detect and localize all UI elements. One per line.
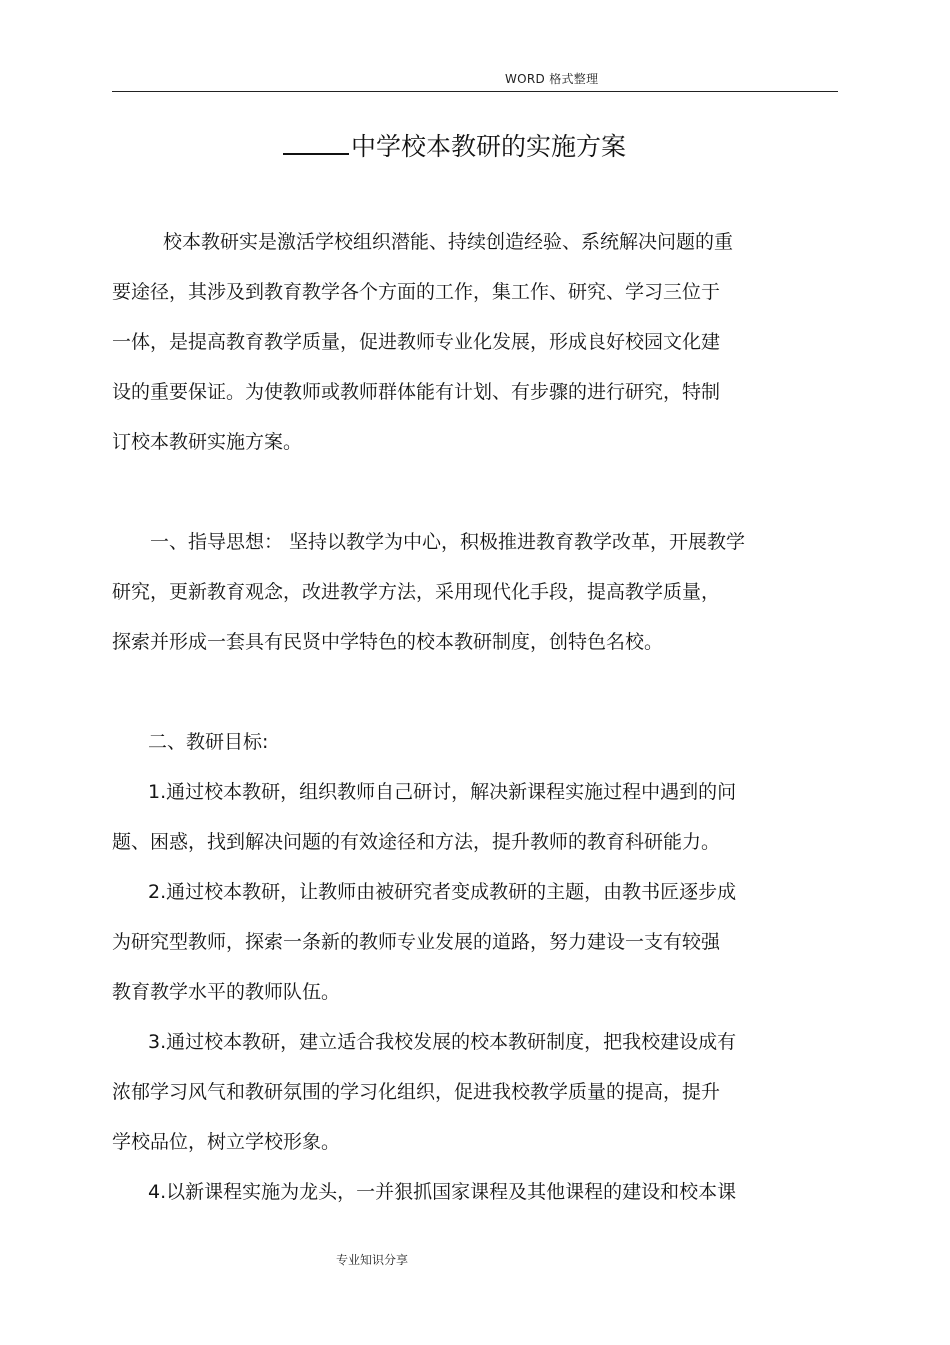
goal-item-line: 1.通过校本教研，组织教师自己研讨，解决新课程实施过程中遇到的问 [148, 781, 737, 803]
goal-item-line: 学校品位，树立学校形象。 [112, 1131, 341, 1153]
intro-line: 订校本教研实施方案。 [112, 431, 303, 453]
goal-item-line: 3.通过校本教研，建立适合我校发展的校本教研制度，把我校建设成有 [148, 1031, 737, 1053]
intro-line: 校本教研实是激活学校组织潜能、持续创造经验、系统解决问题的重 [163, 231, 734, 253]
goal-item-line: 4.以新课程实施为龙头，一并狠抓国家课程及其他课程的建设和校本课 [148, 1181, 737, 1203]
document-title-text: 中学校本教研的实施方案 [351, 132, 627, 161]
title-blank-underline [283, 151, 349, 155]
intro-line: 设的重要保证。为使教师或教师群体能有计划、有步骤的进行研究，特制 [112, 381, 721, 403]
goal-item-line: 浓郁学习风气和教研氛围的学习化组织，促进我校教学质量的提高，提升 [112, 1081, 721, 1103]
page-footer-text: 专业知识分享 [336, 1253, 409, 1267]
page-header-text: WORD 格式整理 [505, 72, 599, 86]
goal-item-line: 题、困惑，找到解决问题的有效途径和方法，提升教师的教育科研能力。 [112, 831, 721, 853]
goal-item-line: 为研究型教师，探索一条新的教师专业发展的道路，努力建设一支有较强 [112, 931, 721, 953]
goal-item-line: 教育教学水平的教师队伍。 [112, 981, 341, 1003]
guiding-thought-line: 探索并形成一套具有民贤中学特色的校本教研制度，创特色名校。 [112, 631, 664, 653]
guiding-thought-line: 一、指导思想： 坚持以教学为中心，积极推进教育教学改革，开展教学 [150, 531, 746, 553]
section-heading: 二、教研目标: [148, 731, 269, 753]
guiding-thought-line: 研究，更新教育观念，改进教学方法，采用现代化手段，提高教学质量， [112, 581, 721, 603]
intro-line: 要途径，其涉及到教育教学各个方面的工作，集工作、研究、学习三位于 [112, 281, 721, 303]
intro-line: 一体，是提高教育教学质量，促进教师专业化发展，形成良好校园文化建 [112, 331, 721, 353]
goal-item-line: 2.通过校本教研，让教师由被研究者变成教研的主题，由教书匠逐步成 [148, 881, 737, 903]
document-title [283, 127, 626, 163]
header-divider [112, 91, 838, 92]
